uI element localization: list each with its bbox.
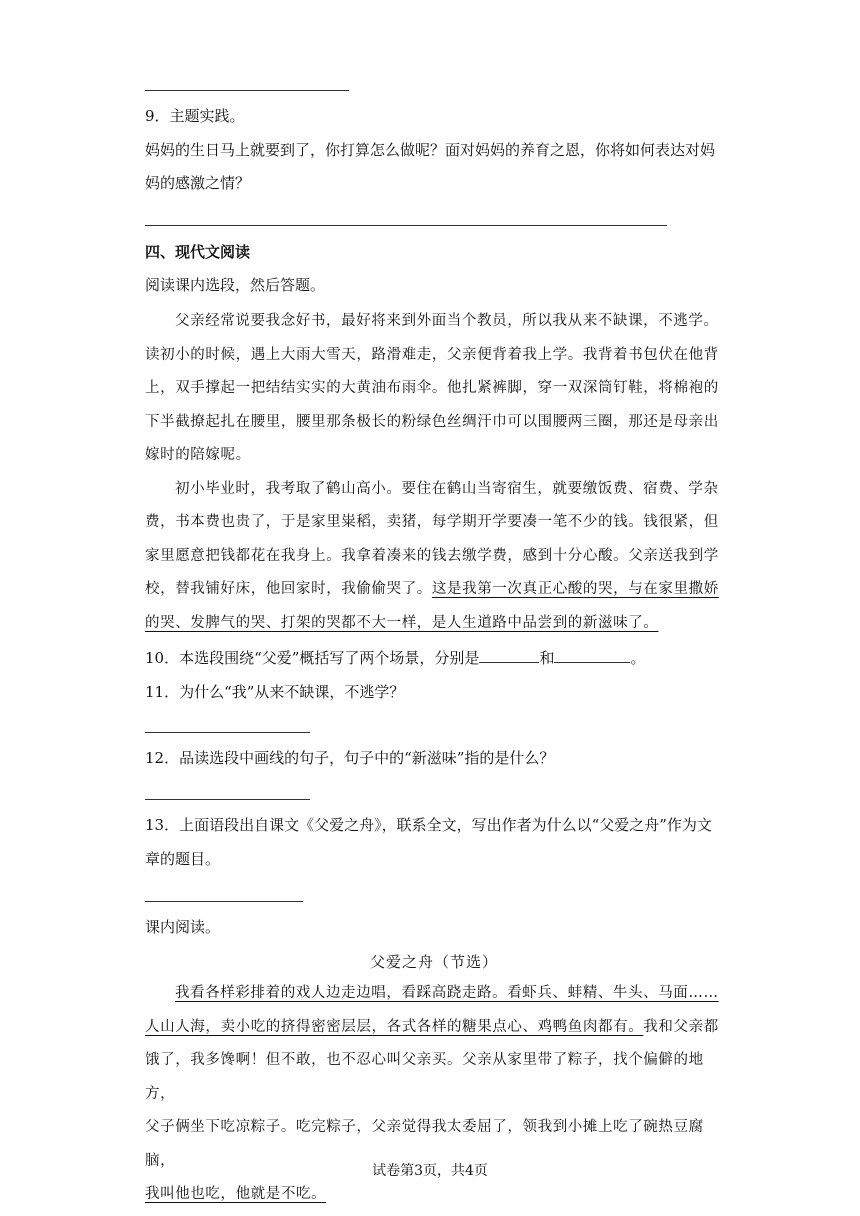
answer-line — [145, 90, 349, 91]
passage-line: 父亲经常说要我念好书，最好将来到外面当个教员，所以我从来不缺课，不逃学。 — [175, 313, 719, 329]
question-9-title: 9．主题实践。 — [145, 107, 245, 125]
passage-line — [145, 977, 723, 1011]
question-9-prompt-line2: 妈的感激之情？ — [145, 174, 251, 192]
passage-text: 校，替我铺好床，他回家时，我偷偷哭了。 — [145, 581, 432, 597]
question-10-text: 。 — [630, 649, 646, 667]
question-13-line2: 章的题目。 — [145, 850, 221, 868]
answer-line — [145, 901, 303, 902]
underlined-sentence: 人山人海，卖小吃的挤得密密层层，各式各样的糖果点心、鸡鸭鱼肉都有。 — [145, 1018, 644, 1035]
page-footer: 试卷第3页，共4页 — [372, 1163, 488, 1179]
passage-2-intro: 课内阅读。 — [145, 918, 221, 936]
passage-line: 父子俩坐下吃凉粽子。吃完粽子，父亲觉得我太委屈了，领我到小摊上吃了碗热豆腐脑， — [145, 1119, 704, 1169]
question-13-line1: 13．上面语段出自课文《父爱之舟》，联系全文，写出作者为什么以“父爱之舟”作为文 — [145, 816, 712, 834]
underlined-sentence: 的哭、发脾气的哭、打架的哭都不大一样，是人生道路中品尝到的新滋味了。 — [145, 614, 659, 631]
fill-blank[interactable] — [554, 648, 630, 663]
answer-line — [145, 732, 310, 733]
passage-line: 上，双手撑起一把结结实实的大黄油布雨伞。他扎紧裤脚，穿一双深筒钉鞋，将棉袍的 — [145, 380, 719, 396]
passage-line — [145, 1178, 723, 1212]
section-intro: 阅读课内选段，然后答题。 — [145, 276, 326, 294]
underlined-sentence: 我叫他也吃，他就是不吃。 — [145, 1186, 327, 1202]
passage-2-title: 父爱之舟（节选） — [369, 953, 498, 971]
passage-line: 费，书本费也贵了，于是家里粜稻，卖猪，每学期开学要凑一笔不少的钱。钱很紧，但 — [145, 514, 719, 530]
section-heading: 四、现代文阅读 — [145, 243, 251, 261]
passage-line: 家里愿意把钱都花在我身上。我拿着凑来的钱去缴学费，感到十分心酸。父亲送我到学 — [145, 547, 719, 564]
passage-text: 我和父亲都 — [643, 1018, 719, 1035]
passage-line — [145, 607, 723, 641]
question-10 — [145, 648, 645, 668]
fill-blank[interactable] — [479, 648, 539, 663]
passage-line: 读初小的时候，遇上大雨大雪天，路滑难走，父亲便背着我上学。我背着书包伏在他背 — [145, 346, 719, 363]
question-9-prompt-line1: 妈妈的生日马上就要到了，你打算怎么做呢？面对妈妈的养育之恩，你将如何表达对妈 — [145, 141, 716, 159]
answer-line — [145, 225, 667, 226]
passage-line — [145, 1011, 723, 1045]
question-11: 11．为什么“我”从来不缺课，不逃学？ — [145, 683, 405, 701]
underlined-sentence: 我看各样彩排着的戏人边走边唱，看踩高跷走路。看虾兵、蚌精、牛头、马面…… — [175, 985, 719, 1001]
passage-line: 饿了，我多馋啊！但不敢，也不忍心叫父亲买。父亲从家里带了粽子，找个偏僻的地方， — [145, 1052, 704, 1102]
question-12: 12．品读选段中画线的句子，句子中的“新滋味”指的是什么？ — [145, 749, 555, 767]
question-10-text: 10．本选段围绕“父爱”概括写了两个场景，分别是 — [145, 649, 480, 667]
answer-line — [145, 799, 310, 800]
passage-line: 初小毕业时，我考取了鹤山高小。要住在鹤山当寄宿生，就要缴饭费、宿费、学杂 — [175, 480, 719, 497]
passage-1 — [145, 305, 723, 640]
underlined-sentence: 这是我第一次真正心酸的哭，与在家里撒娇 — [431, 581, 719, 597]
passage-line: 嫁时的陪嫁呢。 — [145, 447, 251, 463]
question-10-text: 和 — [539, 649, 555, 667]
passage-line: 下半截撩起扎在腰里，腰里那条极长的粉绿色丝绸汗巾可以围腰两三圈，那还是母亲出 — [145, 413, 719, 430]
passage-line — [145, 573, 723, 607]
